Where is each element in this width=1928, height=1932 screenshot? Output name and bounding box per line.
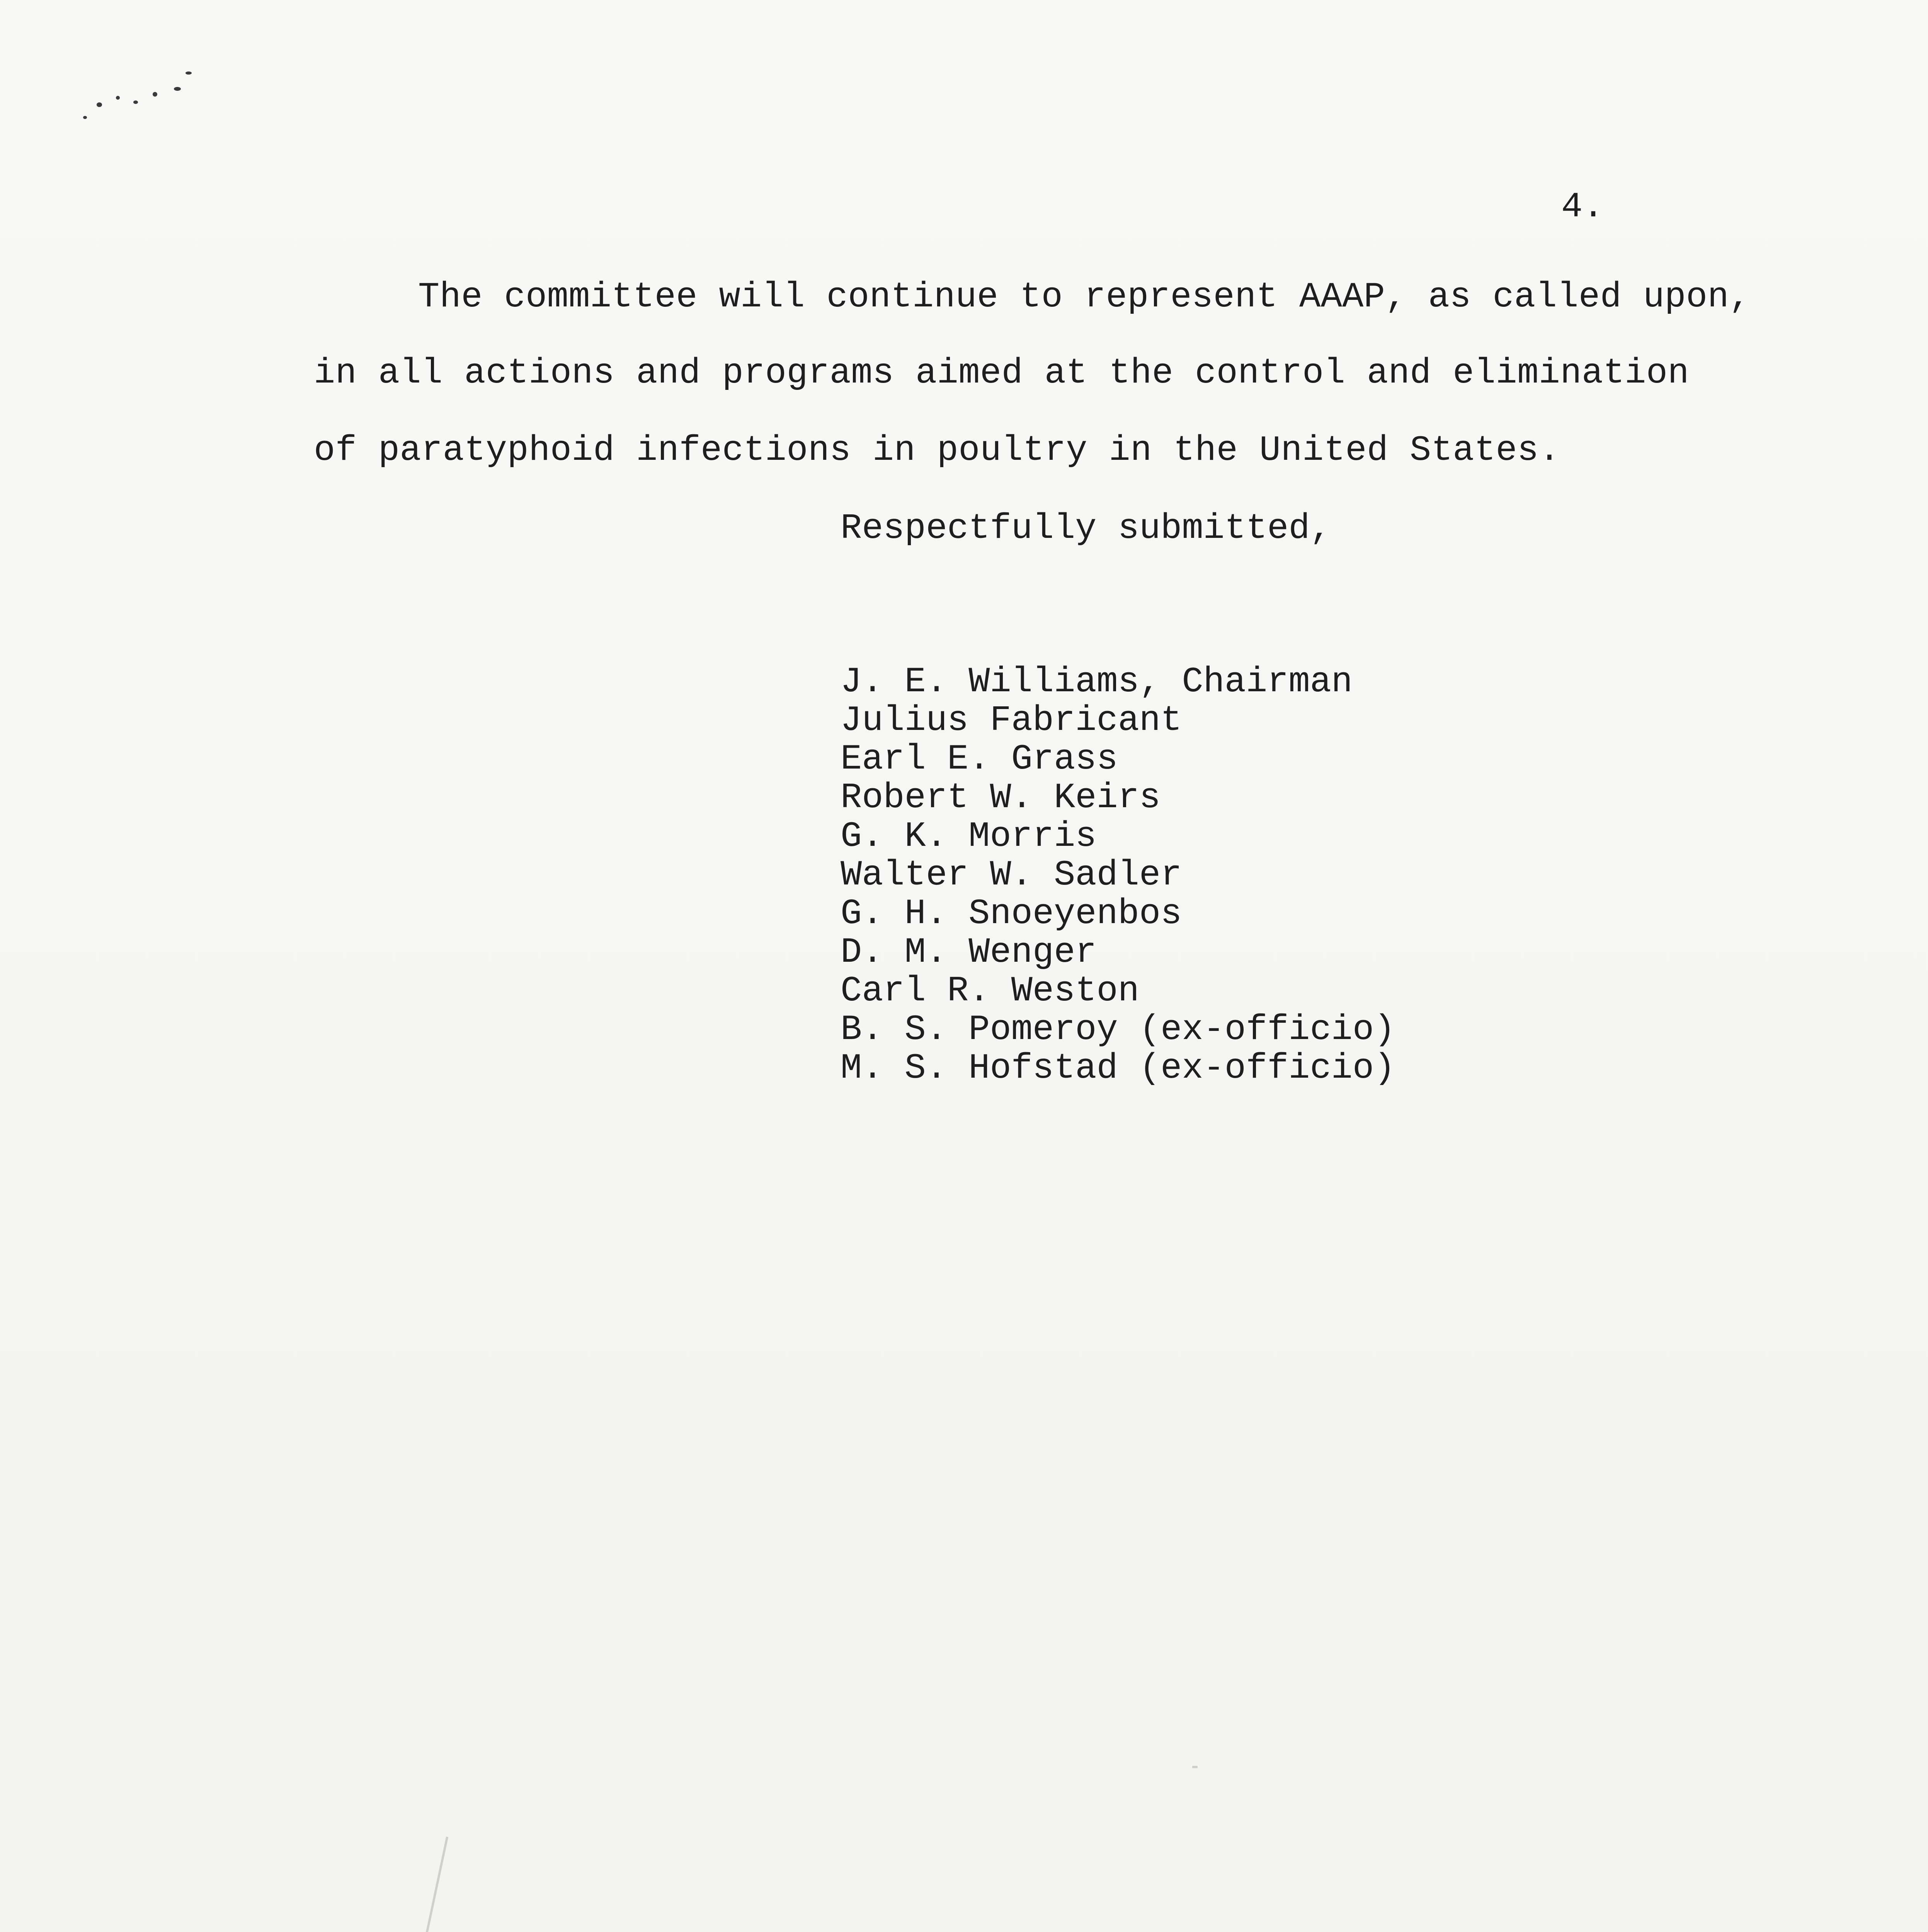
closing-line: Respectfully submitted, — [841, 508, 1331, 549]
paper-speck — [185, 71, 192, 75]
signatory-item: J. E. Williams, Chairman — [841, 662, 1353, 702]
paper-crease — [1192, 1766, 1198, 1768]
page-number: 4. — [1561, 187, 1604, 227]
signatory-item: G. K. Morris — [841, 816, 1097, 857]
paper-speck — [97, 102, 102, 107]
paper-speck — [116, 96, 120, 100]
signatory-item: Robert W. Keirs — [841, 777, 1161, 818]
signatory-list — [841, 663, 1395, 1088]
paper-speck — [133, 100, 138, 104]
signatory-item: Julius Fabricant — [841, 700, 1182, 741]
signatory-item: Earl E. Grass — [841, 739, 1118, 779]
signatory-item: G. H. Snoeyenbos — [841, 893, 1182, 934]
paper-speck — [83, 116, 87, 119]
paper-crease — [420, 1837, 448, 1932]
signatory-item: Carl R. Weston — [841, 971, 1139, 1011]
paragraph-line-1: The committee will continue to represent AAAP, as called upon, — [418, 277, 1751, 317]
paper-speck — [174, 87, 181, 91]
paragraph-line-3: of paratyphoid infections in poultry in the United States. — [314, 430, 1560, 471]
signatory-item: M. S. Hofstad (ex-officio) — [841, 1048, 1395, 1088]
paper-speck — [153, 92, 157, 97]
signatory-item: Walter W. Sadler — [841, 855, 1182, 895]
signatory-item: D. M. Wenger — [841, 932, 1097, 973]
paragraph-line-2: in all actions and programs aimed at the control and elimination — [314, 353, 1689, 393]
signatory-item: B. S. Pomeroy (ex-officio) — [841, 1009, 1395, 1050]
